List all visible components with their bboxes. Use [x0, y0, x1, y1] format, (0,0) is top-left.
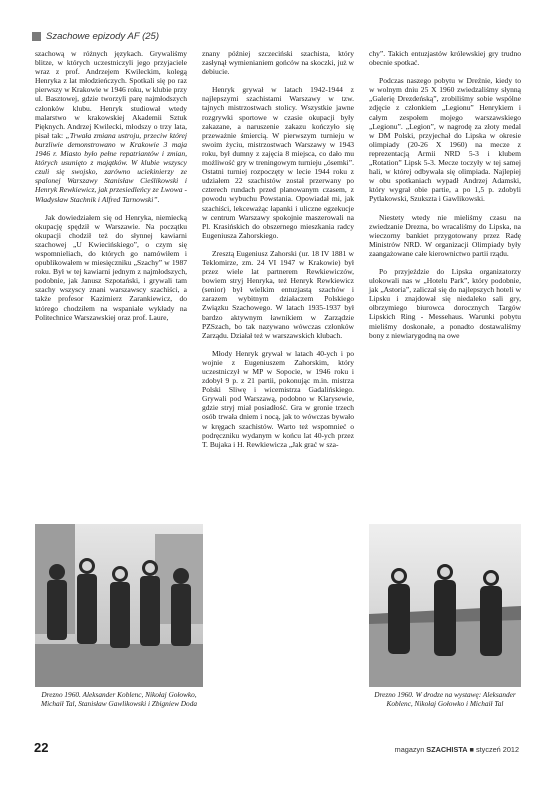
paragraph — [35, 49, 187, 204]
issue-date: styczeń 2012 — [476, 745, 519, 754]
magazine-name: SZACHISTA — [426, 745, 468, 754]
photo-dresden-group — [35, 524, 203, 687]
paragraph: znany później szczeciński szachista, który zasłynął wymienianiem gońców na skoczki, już w debiucie. — [202, 49, 354, 77]
photo-caption-right: Drezno 1960. W drodze na wystawę: Aleksander Koblenc, Nikołaj Gołowko i Michaił Tal — [374, 690, 516, 708]
footer-separator-icon: ■ — [469, 745, 474, 754]
magazine-footer — [395, 745, 519, 754]
photo-dresden-walking — [369, 524, 521, 687]
paragraph: Jak dowiedziałem się od Henryka, niemiecką okupację spędził w Warszawie. Na początku okupacji chodził też do słynnej kawiarni szachowej „U Kwiecińskiego”, o czym się wspomnieliach, do których go namówiłem i opublikowałem w miesięczniku „Szachy” w 1987 roku. Był w tej kawiarni jednym z najmłodszych, podobnie, jak Janusz Szpotański, i grywali tam szachy wszyscy znani warszawscy szachiści, a także profesor Kazimierz Zarankiewicz, do którego chodziłem na wspaniałe wykłady na Politechnice Warszawskiej oraz prof. Laure, — [35, 212, 187, 322]
page-number: 22 — [34, 740, 49, 755]
photo-caption-left: Drezno 1960. Aleksander Koblenc, Nikołaj Gołowko, Michaił Tal, Stanisław Gawlikowski i Zbigniew Doda — [40, 690, 198, 708]
paragraph: chy”. Takich entuzjastów królewskiej gry trudno obecnie spotkać. — [369, 49, 521, 68]
quote-text: „Trwała zmiana ustroju, przeciw której burzliwie demonstrowano w Krakowie 3 maja 1946 r. Miasto było pełne repatriantów i zmian, których usunięto z majątków. W klubie wszyscy czuli się swojsko, zarówno uciekinierzy ze spalonej Warszawy Stanisław Cieślikowski i Henryk Rewkiewicz, jak przesiedleńcy ze Lwowa - Władysław Stachnik i Alfred Tarnowski”. — [35, 130, 187, 204]
column-2 — [202, 49, 354, 449]
column-3 — [369, 49, 521, 340]
paragraph: Niestety wtedy nie mieliśmy czasu na zwiedzanie Drezna, bo wracaliśmy do Lipska, na wieczorny bankiet przygotowany przez Radę Ministrów NRD. W organizacji Olimpiady były zaangażowane całe kierownictwo partii rządu. — [369, 212, 521, 258]
header-square-icon — [32, 32, 41, 41]
paragraph: Młody Henryk grywał w latach 40-ych i po wojnie z Eugeniuszem Zahorskim, który uczestniczył w MP w Sopocie, w 1946 roku i zdobył 9 p. z 21 partii, pokonując m.in. mistrza Polski Sliwę i wicemistrza Gadalińskiego. Grywali pod Warszawą, podobno w Klarysewie, gdzie stryj miał posiadłość. Gra w gronie trzech osób trwała dniem i nocą, jak to wówczas bywało w kręgach szachistów. Warto też wspomnieć o podręczniku wydanym w końcu lat 40-ych przez T. Bujaka i H. Rewkiewicza „Jak grać w sza- — [202, 348, 354, 449]
paragraph-text: szachową w różnych językach. Grywaliśmy blitze, w których uczestniczyli jego przyjaciele wraz z prof. Andrzejem Kwileckim, kolegą Henryka z lat młodzieńczych. Spotkali się po raz pierwszy w Krakowie w 1946 roku, w klubie przy ul. Basztowej, gdzie tworzyli parę najmłodszych członków klubu. Henryk studiował wtedy malarstwo w krakowskiej Akademii Sztuk Pięknych. Andrzej Kwilecki, młodszy o trzy lata, pisał tak: — [35, 49, 187, 140]
paragraph: Zresztą Eugeniusz Zahorski (ur. 18 IV 1881 w Teklomirze, zm. 24 VI 1947 w Krakowie) był przez wiele lat partnerem Rewkiewiczów, bowiem stryj Henryka, też Henryk Rewkiewicz (senior) był wielkim entuzjastą szachów i zarazem wybitnym działaczem Polskiego Związku Szachowego. W latach 1935-1937 był bardzo aktywnym ławnikiem w Zarządzie PZSzach, bo tak nazywano wówczas członków Zarządu. Działał też w warszawskich klubach. — [202, 248, 354, 340]
column-1 — [35, 49, 187, 322]
magazine-prefix: magazyn — [394, 745, 425, 754]
running-header — [32, 28, 159, 44]
paragraph: Podczas naszego pobytu w Dreźnie, kiedy to w wolnym dniu 25 X 1960 zwiedzaliśmy słynną „Galerię Drezdeńską”, zrobiliśmy sobie wspólne zdjęcie z członkiem „Legionu” Henrykiem i całym zespołem mojego warszawskiego „Legionu”. „Legion”, w nagrodę za złoty medal w DM Polski, przyjechał do Lipska w okresie olimpiady (20-26 X 1960) na mecze z reprezentacją Armii NRD 5-3 i klubem „Rotation” Lipsk 5-3. Mecze toczyły w tej samej hali, w której odbywała się olimpiada. Najlepiej w obu spotkaniach wypadł Andrzej Adamski, który wygrał obie partie, a po 1,5 p. zdobyli Pytlakowski, Szukszta i Gawlikowski. — [369, 76, 521, 204]
paragraph: Henryk grywał w latach 1942-1944 z najlepszymi szachistami Warszawy w tzw. tajnych mistrzostwach stolicy. Wszystkie jawne rozgrywki sportowe w czasie okupacji były zakazane, a naruszenie zakazu kończyło się przeważnie śmiercią. W pierwszym turnieju w swoim życiu, mistrzostwach Warszawy w 1943 roku, był dumny z zajęcia 8 miejsca, co dało mu możliwość gry w treningowym turnieju „ósemki”. Ostatni turniej rozpoczęty w lecie 1944 roku z udziałem 22 szachistów został przerwany po czterech rundach przed planowanym czasem, z powodu wybuchu Powstania. Opowiadał mi, jak szachiści, lekceważąc łapanki i uliczne egzekucje w centrum Warszawy spokojnie maszerowali na Pl. Krasińskich do obszernego mieszkania radcy Eugeniusza Zahorskiego. — [202, 85, 354, 240]
section-title: Szachowe epizody AF (25) — [46, 30, 160, 42]
paragraph: Po przyjeździe do Lipska organizatorzy ulokowali nas w „Hotelu Park”, który podobnie, jak „Astoria”, zaliczał się do najlepszych hoteli w Lipsku i znajdował się niedaleko sali gry, olbrzymiego biurowca dorocznych Targów Lipskich Ring - Messehaus. Warunki pobytu mieliśmy doskonałe, a ponadto dostawaliśmy bony z niewiarygodną na owe — [369, 266, 521, 340]
